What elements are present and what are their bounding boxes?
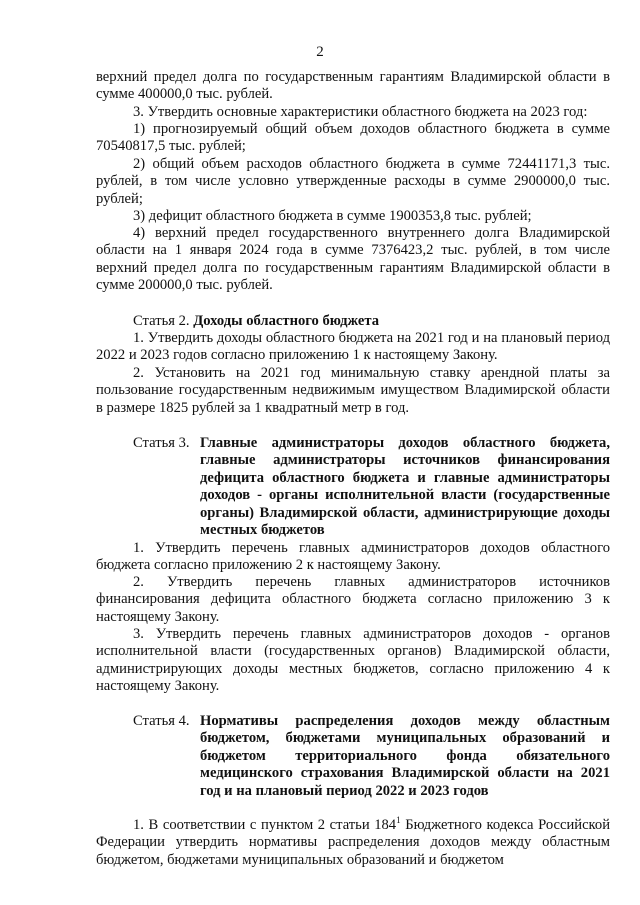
- page-number: 2: [316, 44, 324, 60]
- article-3-paragraph-1: 1. Утвердить перечень главных администраторов доходов областного бюджета согласно приложению 2 к настоящему Закону.: [96, 540, 610, 574]
- article-2-heading: [133, 313, 610, 330]
- article-4-p1-end: Бюджетного кодекса Российской Федерации утвердить нормативы распределения доходов между областным бюджетом, бюджетами муниципальных образований и бюджетом: [96, 817, 610, 868]
- article-4-title: Нормативы распределения доходов между областным бюджетом, бюджетами муниципальных образований и бюджетом территориального фонда обязательного медицинского страхования Владимирской области на 2021 год и на плановый период 2022 и 2023 годов: [200, 713, 610, 799]
- article-4-p1-superscript: 1: [396, 815, 401, 826]
- article-2-paragraph-2: 2. Установить на 2021 год минимальную ставку арендной платы за пользование государственным недвижимым имуществом Владимирской области в размере 1825 рублей за 1 квадратный метр в год.: [96, 365, 610, 416]
- paragraph-debt-guarantees: верхний предел долга по государственным гарантиям Владимирской области в сумме 400000,0 тыс. рублей.: [96, 69, 610, 103]
- article-3-label: Статья 3.: [133, 435, 190, 451]
- article-2-paragraph-1: 1. Утвердить доходы областного бюджета на 2021 год и на плановый период 2022 и 2023 годов согласно приложению 1 к настоящему Закону.: [96, 330, 610, 364]
- article-2-label: Статья 2.: [133, 313, 194, 329]
- article-4-paragraph-1: [96, 817, 610, 869]
- paragraph-item-3-1: 1) прогнозируемый общий объем доходов областного бюджета в сумме 70540817,5 тыс. рублей;: [96, 121, 610, 155]
- article-2-title: Доходы областного бюджета: [193, 313, 379, 329]
- paragraph-item-3-4: 4) верхний предел государственного внутреннего долга Владимирской области на 1 января 2024 года в сумме 7376423,2 тыс. рублей, в том числе верхний предел долга по государственным гарантиям Владимирской области в сумме 200000,0 тыс. рублей.: [96, 225, 610, 294]
- article-3-paragraph-2: 2. Утвердить перечень главных администраторов источников финансирования дефицита областного бюджета согласно приложению 3 к настоящему Закону.: [96, 574, 610, 625]
- article-4-p1-start: 1. В соответствии с пунктом 2 статьи 184: [133, 817, 397, 833]
- paragraph-item-3-2: 2) общий объем расходов областного бюджета в сумме 72441171,3 тыс. рублей, в том числе условно утвержденные расходы в сумме 2900000,0 тыс. рублей;: [96, 156, 610, 207]
- article-3-paragraph-3: 3. Утвердить перечень главных администраторов доходов - органов исполнительной власти (государственных органов) Владимирской области, администрирующих доходы местных бюджетов, согласно приложению 4 к настоящему Закону.: [96, 626, 610, 695]
- article-3-title: Главные администраторы доходов областного бюджета, главные администраторы источников финансирования дефицита областного бюджета и главные администраторы доходов - органы исполнительной власти (государственные органы) Владимирской области, администрирующие доходы местных бюджетов: [200, 435, 610, 539]
- paragraph-item-3: 3. Утвердить основные характеристики областного бюджета на 2023 год:: [133, 104, 588, 120]
- article-4-label: Статья 4.: [133, 713, 190, 729]
- paragraph-item-3-3: 3) дефицит областного бюджета в сумме 1900353,8 тыс. рублей;: [133, 208, 532, 224]
